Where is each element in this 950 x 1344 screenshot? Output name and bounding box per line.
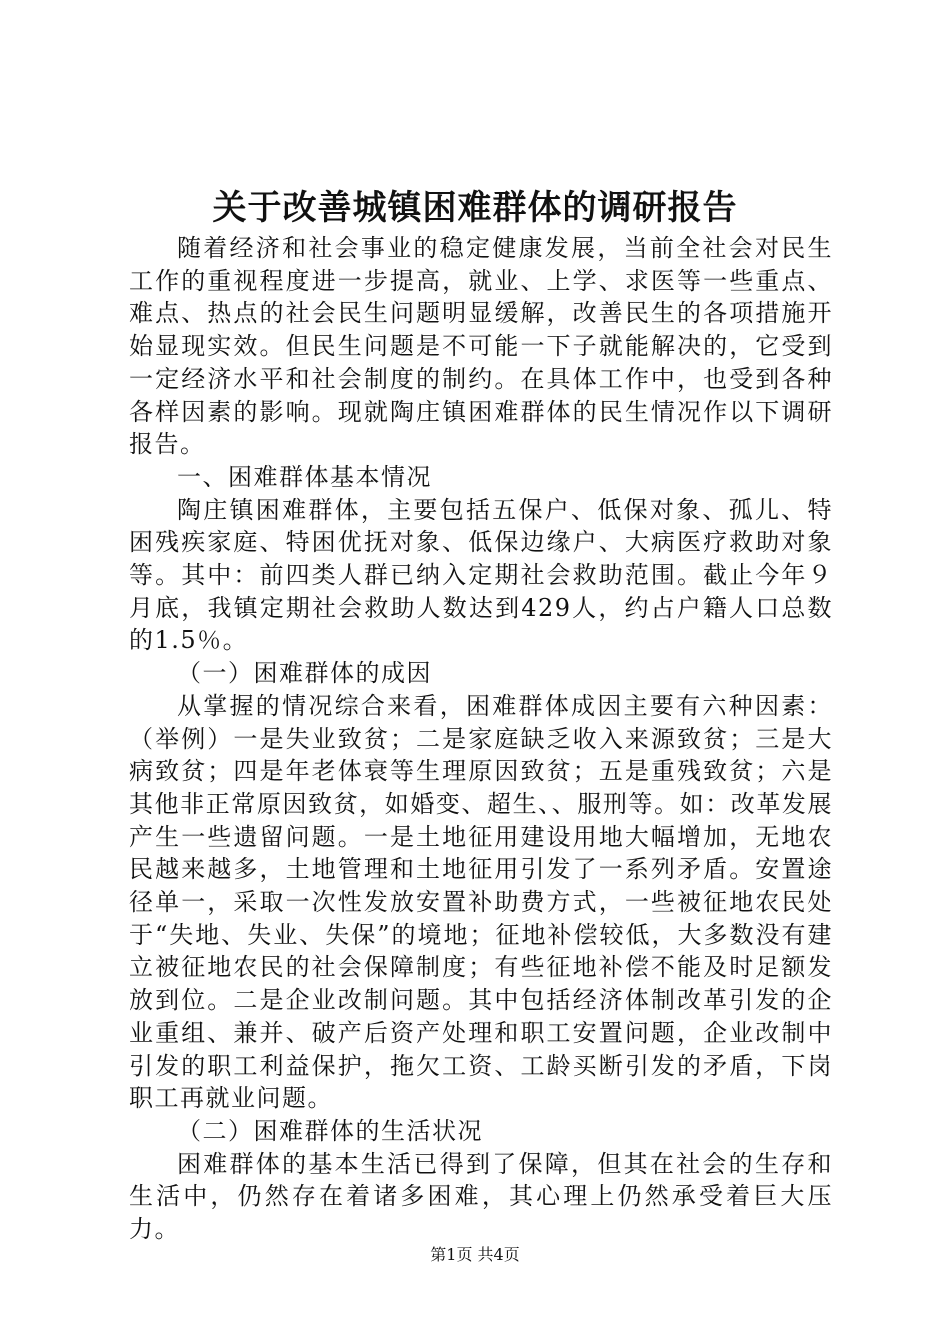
paragraph-causes: 从掌握的情况综合来看，困难群体成因主要有六种因素：（举例）一是失业致贫；二是家庭缺乏收入来源致贫；三是大病致贫；四是年老体衰等生理原因致贫；五是重残致贫；六是其他非正常原因致贫，如婚变、超生、、服刑等。如：改革发展产生一些遗留问题。一是土地征用建设用地大幅增加，无地农民越来越多，土地管理和土地征用引发了一系列矛盾。安置途径单一，采取一次性发放安置补助费方式，一些被征地农民处于“失地、失业、失保”的境地；征地补偿较低，大多数没有建立被征地农民的社会保障制度；有些征地补偿不能及时足额发放到位。二是企业改制问题。其中包括经济体制改革引发的企业重组、兼并、破产后资产处理和职工安置问题，企业改制中引发的职工利益保护，拖欠工资、工龄买断引发的矛盾，下岗职工再就业问题。 [129, 691, 833, 1113]
page-number-footer: 第1页 共4页 [430, 1245, 520, 1264]
paragraph-living-conditions: 困难群体的基本生活已得到了保障，但其在社会的生存和生活中，仍然存在着诸多困难，其心理上仍然承受着巨大压力。 [129, 1149, 833, 1244]
document-body [129, 232, 833, 1246]
document-title: 关于改善城镇困难群体的调研报告 [212, 188, 738, 228]
subsection-heading-living-conditions: （二）困难群体的生活状况 [177, 1116, 483, 1145]
section-heading-1: 一、困难群体基本情况 [177, 462, 432, 491]
subsection-heading-causes: （一）困难群体的成因 [177, 659, 432, 688]
paragraph-basic-situation: 陶庄镇困难群体，主要包括五保户、低保对象、孤儿、特困残疾家庭、特困优抚对象、低保边缘户、大病医疗救助对象等。其中：前四类人群已纳入定期社会救助范围。截止今年９月底，我镇定期社会救助人数达到429人，约占户籍人口总数的1.5％。 [129, 495, 833, 655]
intro-paragraph: 随着经济和社会事业的稳定健康发展，当前全社会对民生工作的重视程度进一步提高，就业、上学、求医等一些重点、难点、热点的社会民生问题明显缓解，改善民生的各项措施开始显现实效。但民生问题是不可能一下子就能解决的，它受到一定经济水平和社会制度的制约。在具体工作中，也受到各种各样因素的影响。现就陶庄镇困难群体的民生情况作以下调研报告。 [129, 234, 833, 459]
